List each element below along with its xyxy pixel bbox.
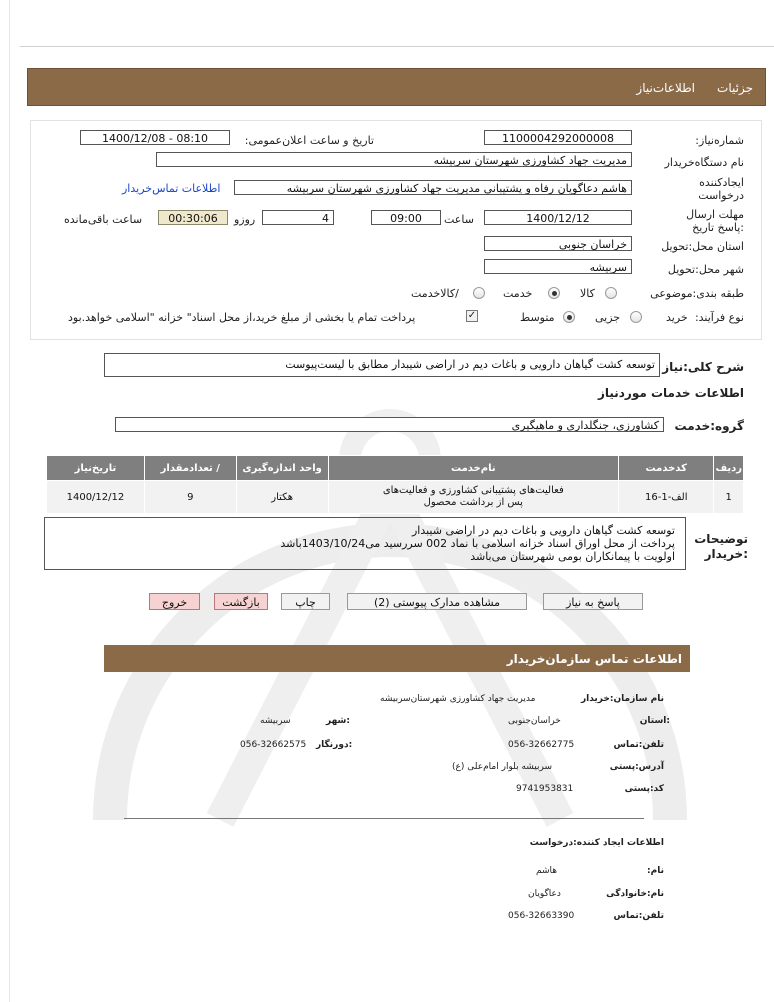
contact-org: مدیریت جهاد کشاورزی شهرستان‌سربیشه [380,694,536,704]
contact-province-label: :استان [639,716,670,726]
top-divider [20,46,774,47]
category-goods-label: کالا [580,287,595,300]
province-field: خراسان جنوبی [484,236,632,251]
buyer-org-label: نام دستگاه‌خریدار [664,156,744,169]
contact-city-label: :شهر [326,716,350,726]
tab-need-info[interactable]: اطلاعات‌نیاز [636,81,695,95]
cell-code: الف-1-16 [619,481,714,514]
announce-field: 1400/12/08 - 08:10 [80,130,230,145]
buyer-notes-line2: پرداخت از محل اوراق اسناد خزانه اسلامی با نماد 002 سررسید می1403/10/24باشد [280,537,675,550]
need-number-field: 1100004292000008 [484,130,632,145]
creator-label: ایجادکننده درخواست [698,176,744,202]
payment-checkbox[interactable]: ✓ [467,310,477,321]
deadline-date-field: 1400/12/12 [484,210,632,225]
payment-note: پرداخت تمام یا بخشی از مبلغ خرید،از محل اسناد" خزانه "اسلامی خواهد.بود [68,311,416,324]
creator-family-label: نام:خانوادگی [606,889,664,899]
process-label: نوع فرآیند: [694,311,744,324]
buyer-notes-label: توضیحات :خریدار [694,532,748,561]
category-both-radio[interactable] [473,287,485,299]
contact-address: سربیشه بلوار امام‌علی (ع) [452,762,553,772]
deadline-time-field: 09:00 [371,210,441,225]
need-info-header [27,68,766,106]
process-medium-radio[interactable] [563,311,575,323]
cell-qty: 9 [144,481,236,514]
service-group-label: گروه:خدمت [674,419,744,433]
exit-button[interactable]: خروج [149,593,200,610]
print-button[interactable]: چاپ [281,593,330,610]
summary-field: توسعه کشت گیاهان دارویی و باغات دیم در اراضی شیبدار مطابق با لیست‌پیوست [104,353,660,377]
cell-row: 1 [714,481,744,514]
cell-name: فعالیت‌های پشتیبانی کشاورزی و فعالیت‌های پس از برداشت محصول [328,481,618,514]
services-title: اطلاعات خدمات موردنیاز [597,386,744,400]
creator-phone: 056-32663390 [508,911,575,921]
contact-phone: 056-32662775 [508,740,575,750]
creator-family: دعاگویان [528,889,561,899]
province-label: استان محل:تحویل [661,240,744,253]
city-label: شهر محل:تحویل [667,263,744,276]
creator-phone-label: تلفن:تماس [613,911,664,921]
contact-fax-label: :دورنگار [316,740,353,750]
buyer-notes-line1: توسعه کشت گیاهان دارویی و باغات دیم در اراضی شیبدار [411,524,675,537]
category-both-label: /کالاخدمت [411,287,459,300]
contact-phone-label: تلفن:تماس [613,740,664,750]
col-code: کدخدمت [619,456,714,481]
remaining-label: ساعت باقی‌مانده [64,213,143,226]
table-header-row [47,456,744,481]
buyer-contact-header [104,645,690,672]
service-table [46,455,744,514]
category-service-label: خدمت [503,287,533,300]
contact-divider [124,818,644,819]
tab-details[interactable]: جزئیات [717,81,753,95]
back-button[interactable]: بازگشت [214,593,268,610]
contact-postal-label: کد:پستی [624,784,664,794]
left-border [9,0,10,1002]
col-row: ردیف [714,456,744,481]
process-buy-label: خرید [666,311,688,324]
remaining-timer: 00:30:06 [158,210,228,225]
col-date: تاریخ‌نیاز [47,456,145,481]
buyer-org-field: مدیریت جهاد کشاورزی شهرستان سربیشه [156,152,632,167]
contact-province: خراسان‌جنوبی [508,716,561,726]
category-service-radio[interactable] [548,287,560,299]
service-group-field: کشاورزی، جنگلداری و ماهیگیری [115,417,664,432]
deadline-label: مهلت ارسال :پاسخ تاریخ [686,208,744,234]
col-name: نام‌خدمت [328,456,618,481]
process-medium-label: متوسط [520,311,555,324]
contact-org-label: نام سازمان:خریدار [580,694,664,704]
col-qty: / تعدادمقدار [144,456,236,481]
table-row [47,481,744,514]
creator-name-label: نام: [647,866,664,876]
contact-address-label: آدرس:پستی [609,762,664,772]
creator-name: هاشم [536,866,558,876]
creator-info-title: اطلاعات ایجاد کننده:درخواست [529,838,664,848]
process-small-label: جزیی [595,311,621,324]
contact-postal: 9741953831 [516,784,574,794]
buyer-contact-link[interactable]: اطلاعات تماس‌خریدار [122,182,221,195]
buyer-notes-line3: اولویت با پیمانکاران بومی شهرستان می‌باشد [470,550,675,563]
col-unit: واحد اندازه‌گیری [236,456,328,481]
cell-unit: هکتار [236,481,328,514]
summary-label: شرح کلی:نیاز [662,360,744,374]
category-label: طبقه بندی:موضوعی [650,287,744,300]
cell-date: 1400/12/12 [47,481,145,514]
need-number-label: شماره‌نیاز: [695,134,744,147]
creator-field: هاشم دعاگویان رفاه و پشتیبانی مدیریت جهاد کشاورزی شهرستان سربیشه [234,180,632,195]
category-goods-radio[interactable] [605,287,617,299]
contact-city: سربیشه [260,716,291,726]
time-label: ساعت [444,213,474,226]
city-field: سربیشه [484,259,632,274]
attachments-button[interactable]: مشاهده مدارک پیوستی (2) [347,593,527,610]
process-small-radio[interactable] [630,311,642,323]
days-field: 4 [262,210,334,225]
contact-fax: 056-32662575 [240,740,307,750]
days-label: روزو [234,213,256,226]
reply-button[interactable]: پاسخ به نیاز [543,593,643,610]
buyer-contact-title: اطلاعات تماس سازمان‌خریدار [506,652,682,666]
buyer-notes-box [44,517,686,570]
announce-label: تاریخ و ساعت اعلان‌عمومی: [244,134,374,147]
